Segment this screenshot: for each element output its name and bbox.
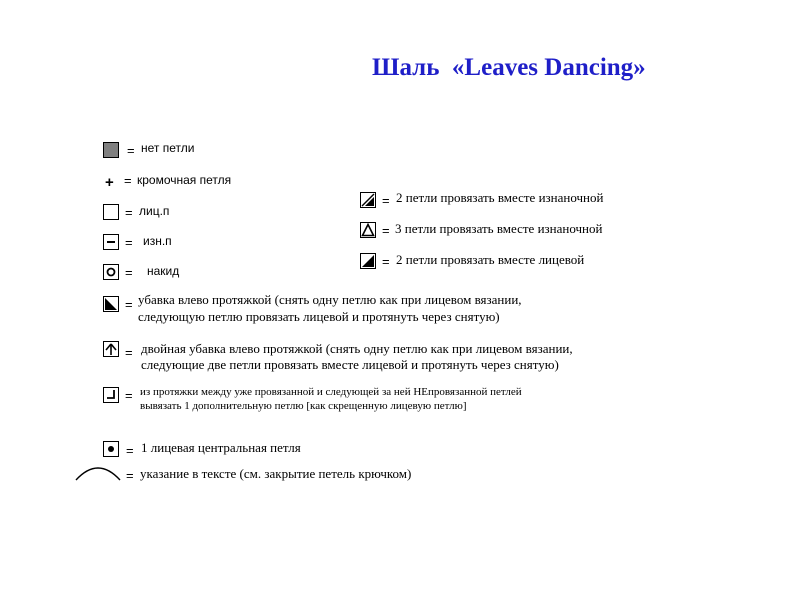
knit2tog-icon <box>360 253 376 269</box>
equals-sign: = <box>125 265 133 280</box>
legend-label-central-knit: 1 лицевая центральная петля <box>141 440 301 455</box>
arc-icon <box>74 462 122 482</box>
page-title: Шаль «Leaves Dancing» <box>372 54 646 81</box>
equals-sign: = <box>382 223 390 238</box>
empty-square-icon <box>103 204 119 220</box>
purl2tog-icon <box>360 192 376 208</box>
equals-sign: = <box>125 205 133 220</box>
equals-sign: = <box>125 297 133 312</box>
legend-label-make-one-2: вывязать 1 дополнительную петлю [как скрещенную лицевую петлю] <box>140 400 467 412</box>
gray-square-icon <box>103 142 119 158</box>
equals-sign: = <box>127 143 135 158</box>
equals-sign: = <box>126 468 134 483</box>
left-decrease-icon <box>103 296 119 312</box>
minus-square-icon <box>103 234 119 250</box>
legend-label-knit2tog: 2 петли провязать вместе лицевой <box>396 252 585 267</box>
legend-label-double-decrease-1: двойная убавка влево протяжкой (снять одну петлю как при лицевом вязании, <box>141 341 573 356</box>
legend-label-purl: изн.п <box>143 234 172 248</box>
legend-label-yarn-over: накид <box>147 264 180 278</box>
plus-icon: + <box>105 174 114 191</box>
equals-sign: = <box>382 193 390 208</box>
purl3tog-icon <box>360 222 376 238</box>
legend-label-edge-stitch: кромочная петля <box>137 173 232 187</box>
bracket-corner-icon <box>103 387 119 403</box>
legend-label-arc: указание в тексте (см. закрытие петель крючком) <box>140 466 412 481</box>
legend-label-no-stitch: нет петли <box>141 141 195 155</box>
equals-sign: = <box>125 345 133 360</box>
equals-sign: = <box>125 235 133 250</box>
equals-sign: = <box>124 173 132 188</box>
legend-label-purl2tog: 2 петли провязать вместе изнаночной <box>396 190 604 205</box>
legend-label-left-decrease-2: следующую петлю провязать лицевой и протянуть через снятую) <box>138 309 500 324</box>
double-decrease-icon <box>103 341 119 357</box>
equals-sign: = <box>126 443 134 458</box>
dot-square-icon <box>103 441 119 457</box>
equals-sign: = <box>382 254 390 269</box>
legend-label-double-decrease-2: следующие две петли провязать вместе лицевой и протянуть через снятую) <box>141 357 559 372</box>
equals-sign: = <box>125 388 133 403</box>
legend-label-knit: лиц.п <box>139 204 170 218</box>
legend-label-purl3tog: 3 петли провязать вместе изнаночной <box>395 221 603 236</box>
legend-label-make-one-1: из протяжки между уже провязанной и следующей за ней НЕпровязанной петлей <box>140 386 522 398</box>
circle-square-icon <box>103 264 119 280</box>
legend-label-left-decrease-1: убавка влево протяжкой (снять одну петлю как при лицевом вязании, <box>138 292 522 307</box>
